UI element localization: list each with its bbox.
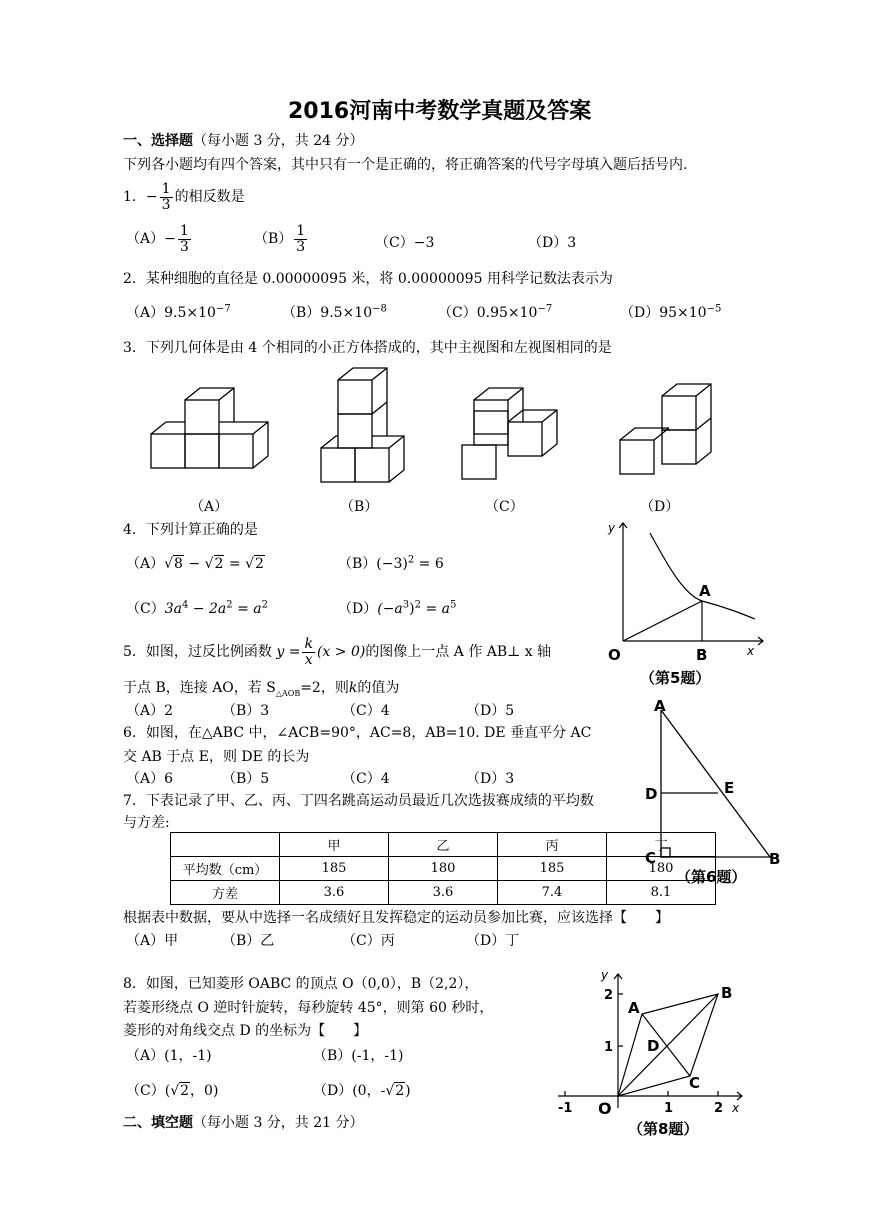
q4-option-b	[338, 553, 444, 573]
q7-option-d: （D）丁	[466, 933, 520, 949]
q5-frac-x: x	[304, 651, 313, 668]
q6-line-2: 交 AB 于点 E，则 DE 的长为	[123, 749, 310, 765]
table-cell: 平均数（cm）	[171, 857, 280, 881]
q8-option-b: （B）(-1，-1)	[313, 1048, 404, 1064]
q8-c-post: ，0)	[190, 1083, 219, 1099]
q8-option-c: （C）(√2，0)	[126, 1083, 219, 1099]
q5-fig-caption: （第5题）	[640, 669, 711, 687]
q8-d-radicand: 2	[395, 1083, 405, 1099]
q3-solid-c	[462, 388, 557, 479]
q5-segment-ao	[623, 601, 702, 641]
q5-y-label: y	[608, 521, 616, 535]
table-header-cell: 乙	[389, 833, 498, 857]
q1-option-d: （D）3	[528, 235, 577, 251]
table-cell: 方差	[171, 881, 280, 905]
q7-option-a: （A）甲	[126, 933, 179, 949]
q1-a-sign: −	[164, 231, 176, 248]
section-2-heading: 二、填空题	[123, 1115, 193, 1131]
q1-a-num: 1	[179, 223, 189, 239]
q2-option-d	[620, 302, 721, 322]
table-header-cell	[171, 833, 280, 857]
q3-solid-d	[620, 384, 711, 474]
q1-number: 1．	[123, 189, 146, 206]
q1-option-c: （C）−3	[375, 235, 435, 251]
q1-b-num: 1	[296, 223, 306, 239]
q4-b-exp: 2	[407, 554, 415, 566]
q2-d-label: （D）	[620, 305, 660, 321]
q5-o-label: O	[608, 646, 621, 664]
q8-c-pre: （C）(	[126, 1083, 171, 1099]
q8-y-label: y	[601, 968, 609, 982]
table-row	[171, 833, 716, 857]
q6-d-label: D	[645, 785, 658, 803]
q5-option-c: （C）4	[342, 703, 390, 719]
q5-figure	[595, 515, 775, 665]
q5-a-label: A	[699, 582, 711, 600]
q5-option-d: （D）5	[466, 703, 515, 719]
question-7: 7．下表记录了甲、乙、丙、丁四名跳高运动员最近几次选拔赛成绩的平均数	[123, 793, 594, 809]
q5-line2-sub: △AOB	[275, 688, 301, 698]
q3-solids-figure	[140, 360, 740, 490]
q5-b-label: B	[696, 646, 708, 664]
q4-a-radicand-3: 2	[255, 556, 264, 572]
q2-c-exp: −7	[537, 303, 553, 315]
q5-line2-c: 的值为	[357, 680, 400, 696]
question-4: 4．下列计算正确的是	[123, 522, 258, 538]
section-1-instruction: 下列各小题均有四个答案，其中只有一个是正确的，将正确答案的代号字母填入题后括号内.	[123, 157, 688, 173]
q1-option-b	[254, 224, 309, 254]
q2-c-base: 0.95×10	[476, 305, 538, 321]
q4-c-exp-1: 4	[181, 599, 189, 611]
q8-tick-label-m1: -1	[558, 1101, 573, 1116]
section-2-note: （每小题 3 分，共 21 分）	[193, 1115, 364, 1131]
question-1	[123, 182, 245, 212]
q1-b-den: 3	[296, 238, 306, 255]
q8-b-label: B	[721, 984, 733, 1002]
q4-c-rhs: = a	[232, 601, 262, 617]
q7-option-b: （B）乙	[222, 933, 275, 949]
q3-label-b: （B）	[340, 499, 379, 515]
q5-option-a: （A）2	[126, 703, 174, 719]
q8-figure	[550, 962, 750, 1122]
question-8: 8．如图，已知菱形 OABC 的顶点 O（0,0），B（2,2），	[123, 976, 479, 992]
q4-d-exp-outer: 2	[414, 599, 421, 611]
table-cell: 8.1	[607, 881, 716, 905]
q5-x-label: x	[747, 644, 755, 658]
table-cell: 3.6	[280, 881, 389, 905]
q4-option-c	[126, 598, 268, 618]
section-1-heading: 一、选择题	[123, 133, 193, 149]
q8-d-label: D	[647, 1037, 660, 1055]
q1-option-a	[126, 224, 193, 254]
q2-d-exp: −5	[706, 303, 722, 315]
q4-c-exp-2: 2	[226, 599, 233, 611]
q4-option-a: （A）√8 − √2 = √2	[126, 556, 264, 572]
q2-b-exp: −8	[372, 303, 387, 315]
q8-line-2: 若菱形绕点 O 逆时针旋转，每秒旋转 45°，则第 60 秒时，	[123, 1000, 494, 1016]
q5-y-eq: y =	[276, 644, 301, 661]
q8-tick-label-y1: 1	[604, 1040, 614, 1055]
q8-line-3: 菱形的对角线交点 D 的坐标为【 】	[123, 1023, 368, 1039]
q4-option-d	[338, 598, 456, 618]
table-header-cell: 丁	[607, 833, 716, 857]
q6-option-c: （C）4	[342, 771, 390, 787]
table-cell: 7.4	[498, 881, 607, 905]
q3-label-c: （C）	[485, 499, 524, 515]
q3-label-a: （A）	[190, 499, 229, 515]
q4-d-exp-inner: 3	[402, 599, 410, 611]
q4-b-label: （B）	[338, 556, 377, 572]
q6-e-label: E	[724, 779, 735, 797]
q4-d-rhs: = a	[421, 601, 450, 617]
q4-a-radicand-2: 2	[214, 556, 224, 572]
section-2-header	[123, 1112, 364, 1132]
q6-option-a: （A）6	[126, 771, 174, 787]
q5-suffix: 的图像上一点 A 作 AB⊥ x 轴	[365, 644, 552, 661]
q2-option-a	[126, 302, 231, 322]
q8-fig-caption: （第8题）	[628, 1120, 699, 1138]
q1-frac-num: 1	[161, 181, 171, 197]
q4-c-label: （C）	[126, 601, 165, 617]
q8-c-label: C	[689, 1074, 701, 1092]
section-1-note: （每小题 3 分，共 24 分）	[193, 133, 364, 149]
q4-d-exp-3: 5	[449, 599, 457, 611]
q8-tick-label-x1: 1	[664, 1101, 674, 1116]
q4-c-term-1: 3a	[164, 601, 182, 617]
table-header-cell: 甲	[280, 833, 389, 857]
q1-text: 的相反数是	[174, 189, 245, 206]
q8-option-a: （A）(1，-1)	[126, 1048, 212, 1064]
q2-option-b	[282, 302, 387, 322]
q5-line-2	[123, 677, 399, 698]
table-cell: 185	[498, 857, 607, 881]
q4-c-exp-3: 2	[261, 599, 268, 611]
q7-line-2: 与方差:	[123, 815, 170, 831]
q3-solid-b	[321, 368, 404, 482]
q1-frac-den: 3	[161, 196, 171, 213]
q5-line2-a: 于点 B，连接 AO，若 S	[123, 680, 276, 696]
q1-a-fraction	[178, 224, 191, 254]
section-1-header	[123, 130, 364, 150]
q5-option-b: （B）3	[222, 703, 270, 719]
q8-o-label: O	[598, 1099, 612, 1118]
q5-condition: (x > 0)	[316, 644, 366, 661]
q6-option-d: （D）3	[466, 771, 515, 787]
q4-b-rhs: = 6	[414, 556, 444, 572]
q8-option-d: （D）(0，-√2)	[313, 1083, 411, 1099]
q5-fraction	[302, 637, 314, 667]
q4-a-radicand-1: 8	[174, 556, 183, 572]
q1-b-fraction	[294, 224, 307, 254]
q2-b-label: （B）	[282, 305, 321, 321]
q1-sign: −	[145, 189, 158, 206]
table-cell: 180	[389, 857, 498, 881]
table-row	[171, 857, 716, 881]
q4-b-expr: (−3)	[376, 556, 408, 572]
q4-d-expr: (−a	[377, 601, 403, 617]
q2-b-base: 9.5×10	[320, 305, 373, 321]
q2-d-base: 95×10	[659, 305, 707, 321]
q4-d-close: )	[409, 601, 415, 617]
q2-a-label: （A）	[126, 305, 165, 321]
q1-fraction	[160, 182, 173, 212]
q5-line2-k: k	[348, 680, 358, 696]
table-header-cell: 丙	[498, 833, 607, 857]
q6-option-b: （B）5	[222, 771, 270, 787]
q8-c-radicand: 2	[180, 1083, 190, 1099]
q2-c-label: （C）	[438, 305, 477, 321]
q8-d-post: )	[405, 1083, 411, 1099]
table-row	[171, 881, 716, 905]
q2-a-exp: −7	[215, 303, 231, 315]
q7-table	[170, 832, 716, 905]
q6-fig-caption: （第6题）	[676, 868, 747, 886]
q8-a-label: A	[628, 999, 640, 1017]
page-title: 2016河南中考数学真题及答案	[288, 99, 592, 124]
q7-question: 根据表中数据，要从中选择一名成绩好且发挥稳定的运动员参加比赛，应该选择【 】	[123, 910, 669, 926]
q6-a-label: A	[654, 697, 666, 715]
table-cell: 180	[607, 857, 716, 881]
question-6: 6．如图，在△ABC 中，∠ACB=90°，AC=8，AB=10. DE 垂直平分 AC	[123, 725, 592, 741]
q5-line2-b: =2，则	[300, 680, 349, 696]
q6-b-label: B	[769, 850, 781, 868]
q3-label-d: （D）	[640, 499, 680, 515]
q4-a-minus: −	[183, 556, 205, 572]
q4-a-label: （A）	[126, 556, 165, 572]
q1-a-den: 3	[179, 238, 189, 255]
q8-x-label: x	[732, 1101, 740, 1115]
q8-tick-label-y2: 2	[604, 988, 614, 1003]
q2-option-c	[438, 302, 552, 322]
q4-a-eq: =	[224, 556, 246, 572]
q7-option-c: （C）丙	[342, 933, 395, 949]
question-2: 2．某种细胞的直径是 0.00000095 米，将 0.00000095 用科学记数法表示为	[123, 271, 613, 287]
q4-c-term-2: − 2a	[188, 601, 227, 617]
question-3: 3．下列几何体是由 4 个相同的小正方体搭成的，其中主视图和左视图相同的是	[123, 340, 612, 356]
table-cell: 185	[280, 857, 389, 881]
q3-solid-a	[151, 388, 268, 468]
q6-c-label: C	[645, 849, 657, 867]
q4-d-label: （D）	[338, 601, 378, 617]
q1-a-label: （A）	[126, 231, 165, 248]
q1-b-label: （B）	[254, 231, 293, 248]
question-5	[123, 637, 551, 667]
q8-tick-label-x2: 2	[714, 1101, 724, 1116]
q5-frac-k: k	[304, 636, 313, 652]
q8-d-pre: （D）(0，-	[313, 1083, 386, 1099]
q2-a-base: 9.5×10	[164, 305, 216, 321]
q5-prefix: 5．如图，过反比例函数	[123, 644, 272, 661]
table-cell: 3.6	[389, 881, 498, 905]
